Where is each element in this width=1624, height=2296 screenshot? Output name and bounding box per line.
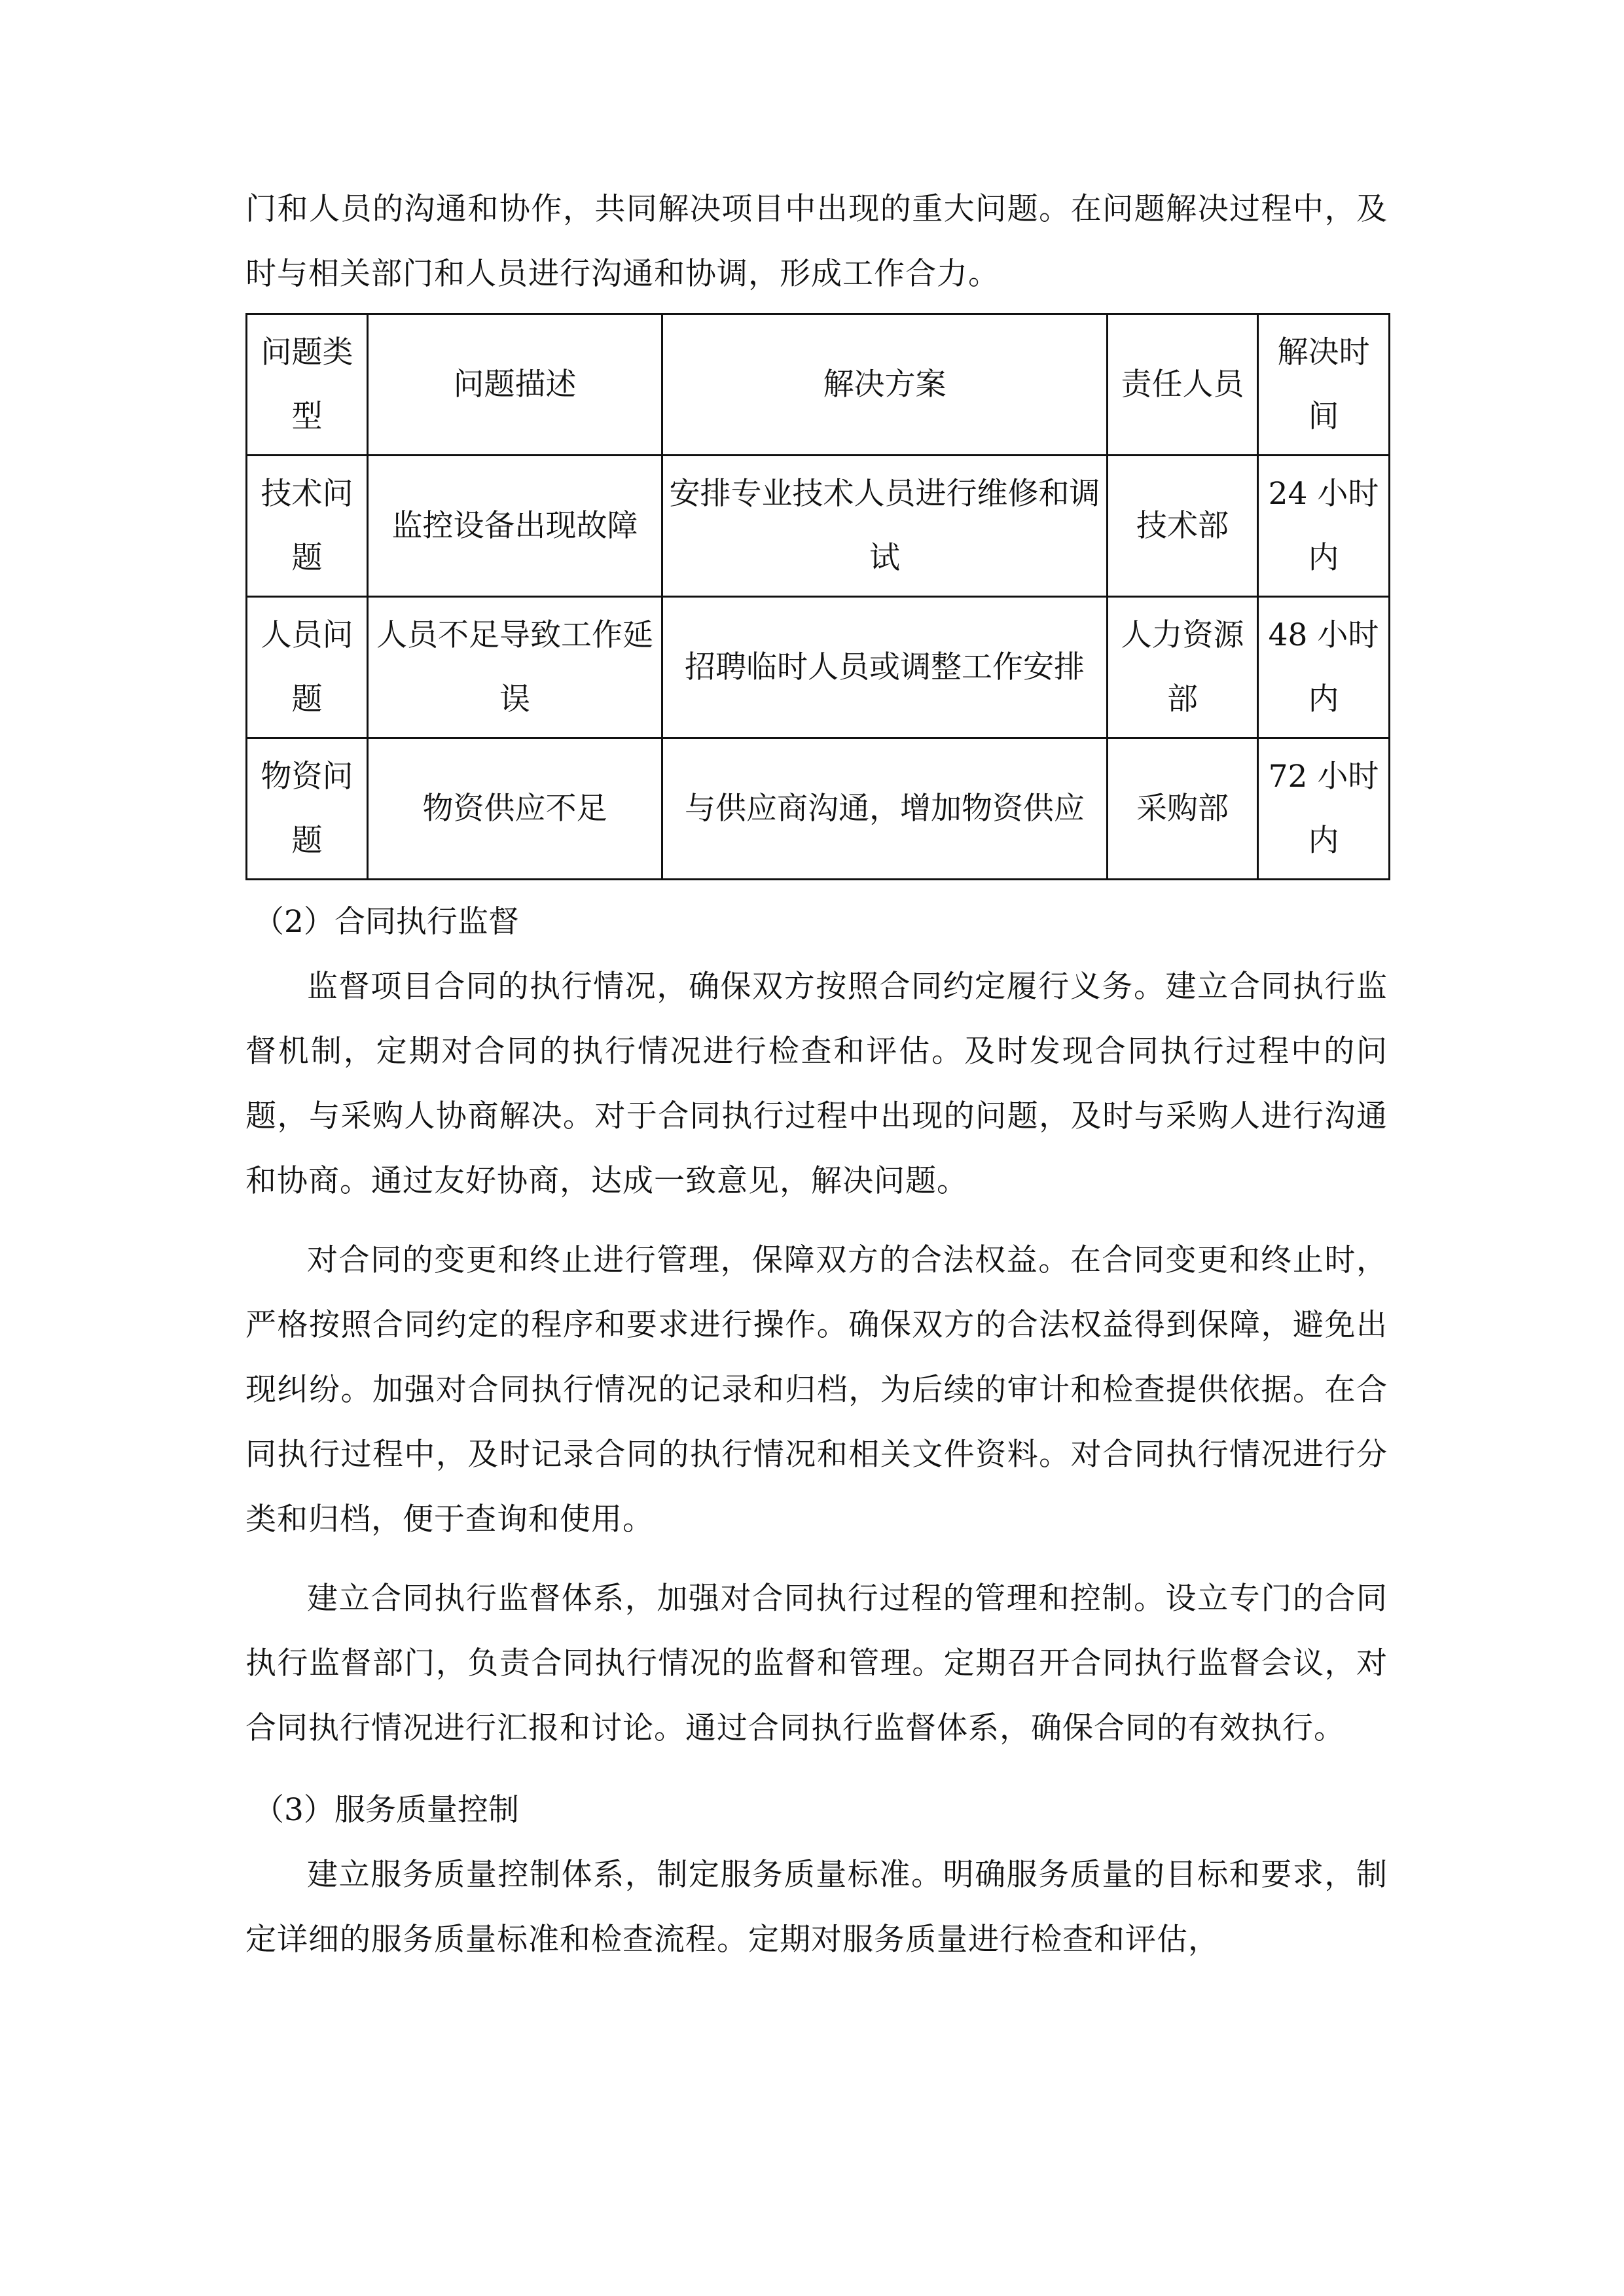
table-cell: 技术问题	[247, 456, 368, 597]
body-paragraph: 监督项目合同的执行情况，确保双方按照合同约定履行义务。建立合同执行监督机制，定期对合同的执行情况进行检查和评估。及时发现合同执行过程中的问题，与采购人协商解决。对于合同执行过程中出现的问题，及时与采购人进行沟通和协商。通过友好协商，达成一致意见，解决问题。	[245, 969, 1388, 1199]
spacer	[245, 1213, 1388, 1228]
spacer	[245, 880, 1388, 889]
table-cell: 招聘临时人员或调整工作安排	[662, 597, 1108, 738]
table-cell: 安排专业技术人员进行维修和调试	[662, 456, 1108, 597]
spacer	[245, 1761, 1388, 1778]
body-paragraph: 建立合同执行监督体系，加强对合同执行过程的管理和控制。设立专门的合同执行监督部门，负责合同执行情况的监督和管理。定期召开合同执行监督会议，对合同执行情况进行汇报和讨论。通过合同执行监督体系，确保合同的有效执行。	[245, 1581, 1388, 1746]
table-header-cell: 问题类型	[247, 314, 368, 456]
section-heading-contract-supervision: （2）合同执行监督	[253, 904, 519, 940]
problem-resolution-table	[245, 313, 1390, 880]
intro-paragraph: 门和人员的沟通和协作，共同解决项目中出现的重大问题。在问题解决过程中，及时与相关部门和人员进行沟通和协调，形成工作合力。	[245, 191, 1388, 292]
table-row	[247, 597, 1390, 738]
document-body	[245, 177, 1388, 1972]
table-row	[247, 456, 1390, 597]
table-cell: 48 小时内	[1258, 597, 1390, 738]
body-paragraph: 对合同的变更和终止进行管理，保障双方的合法权益。在合同变更和终止时，严格按照合同约定的程序和要求进行操作。确保双方的合法权益得到保障，避免出现纠纷。加强对合同执行情况的记录和归档，为后续的审计和检查提供依据。在合同执行过程中，及时记录合同的执行情况和相关文件资料。对合同执行情况进行分类和归档，便于查询和使用。	[245, 1242, 1388, 1537]
table-cell: 人力资源部	[1108, 597, 1258, 738]
table-cell: 物资供应不足	[368, 738, 662, 880]
table-cell: 与供应商沟通，增加物资供应	[662, 738, 1108, 880]
table-header-cell: 问题描述	[368, 314, 662, 456]
table-header-row	[247, 314, 1390, 456]
section-heading-service-quality: （3）服务质量控制	[253, 1792, 519, 1828]
table-cell: 监控设备出现故障	[368, 456, 662, 597]
table-cell: 技术部	[1108, 456, 1258, 597]
body-paragraph: 建立服务质量控制体系，制定服务质量标准。明确服务质量的目标和要求，制定详细的服务质量标准和检查流程。定期对服务质量进行检查和评估，	[245, 1857, 1388, 1958]
table-cell: 物资问题	[247, 738, 368, 880]
table-header-cell: 解决方案	[662, 314, 1108, 456]
table-cell: 72 小时内	[1258, 738, 1390, 880]
table-cell: 人员问题	[247, 597, 368, 738]
table-cell: 采购部	[1108, 738, 1258, 880]
table-header-cell: 解决时间	[1258, 314, 1390, 456]
table-cell: 人员不足导致工作延误	[368, 597, 662, 738]
spacer	[245, 1552, 1388, 1566]
table-cell: 24 小时内	[1258, 456, 1390, 597]
table-header-cell: 责任人员	[1108, 314, 1258, 456]
table-row	[247, 738, 1390, 880]
